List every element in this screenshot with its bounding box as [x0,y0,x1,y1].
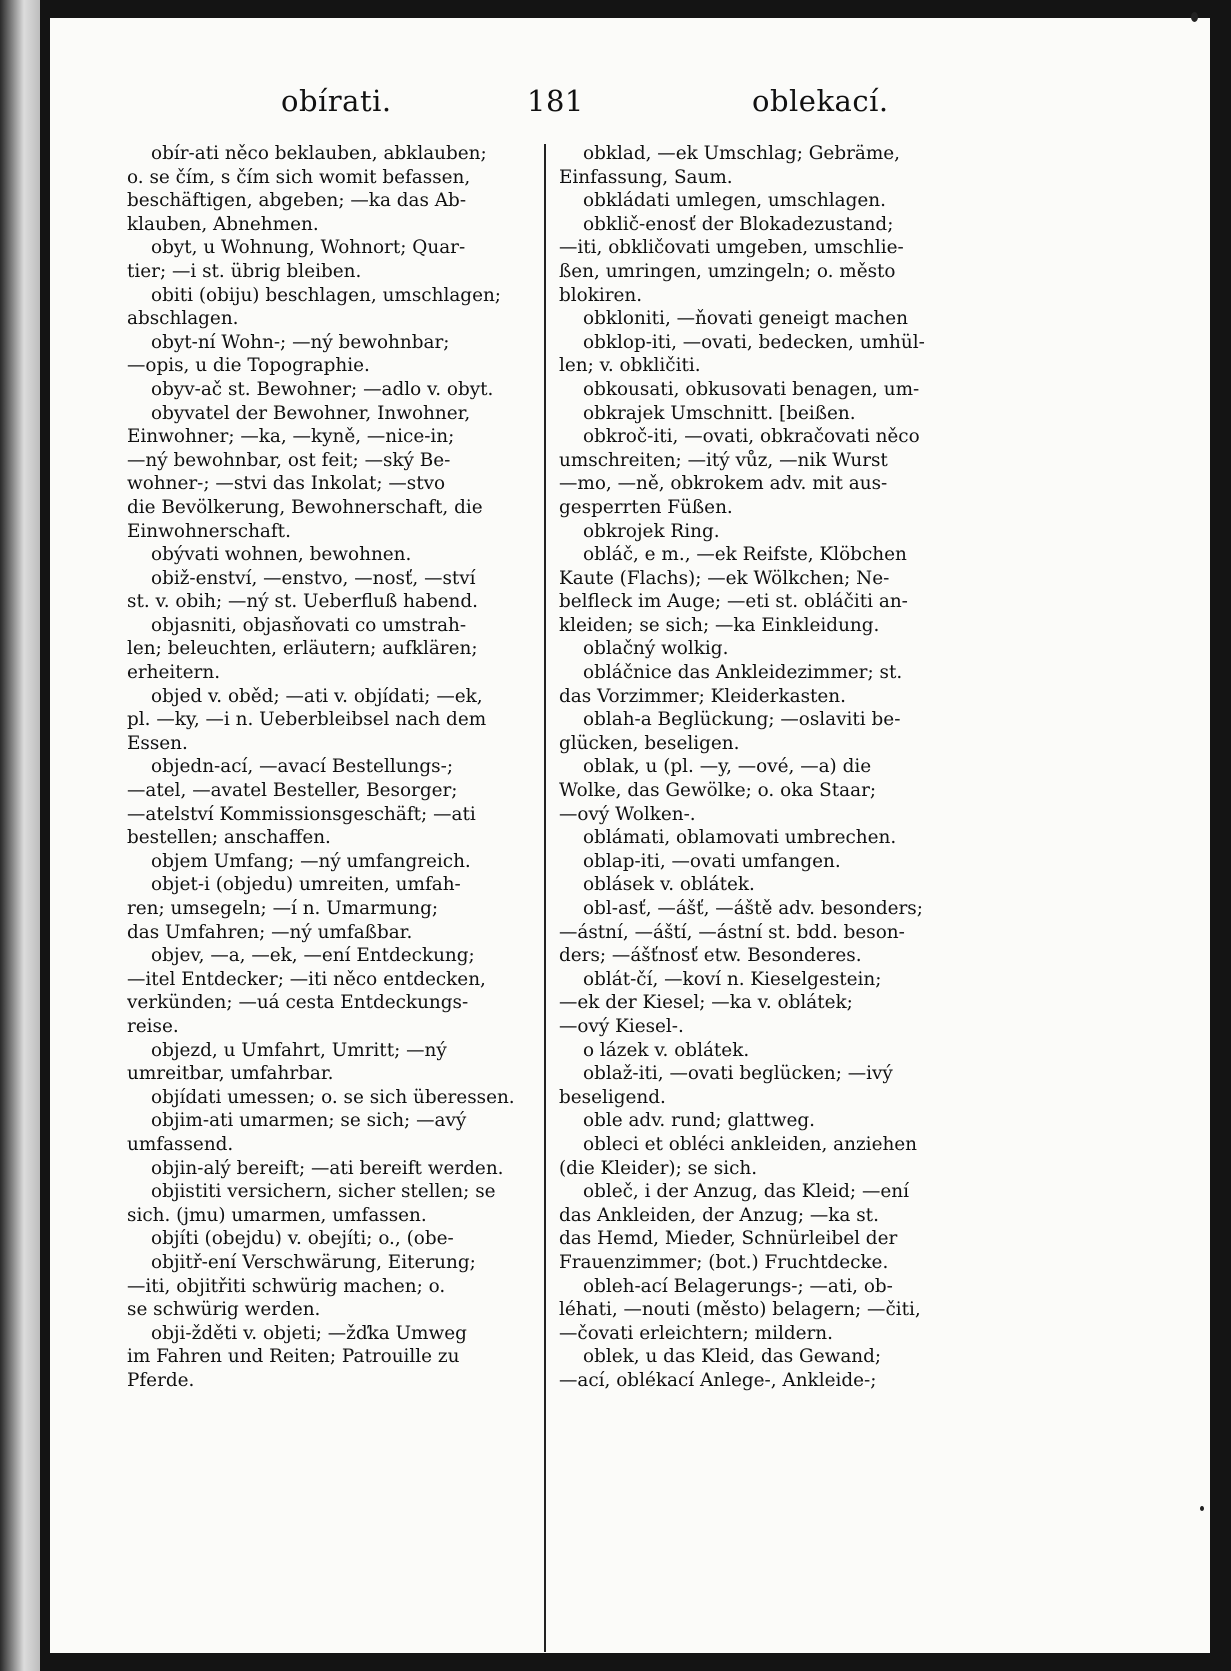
dictionary-line: objídati umessen; o. se sich überessen. [151,1086,515,1108]
dictionary-line: ßen, umringen, umzingeln; o. město [559,260,896,282]
dictionary-line: bestellen; anschaffen. [127,827,331,849]
dictionary-line: obklič-enosť der Blokadezustand; [583,213,894,235]
dictionary-line: obyt-ní Wohn-; —ný bewohnbar; [151,331,450,353]
dictionary-line: obkládati umlegen, umschlagen. [583,190,886,212]
dictionary-line: das Vorzimmer; Kleiderkasten. [559,685,846,707]
dictionary-line: —itel Entdecker; —iti něco entdecken, [127,968,486,990]
dictionary-line: objitř-ení Verschwärung, Eiterung; [151,1251,476,1273]
dictionary-line: klauben, Abnehmen. [127,213,319,235]
dictionary-line: —atel, —avatel Besteller, Besorger; [127,780,458,802]
dictionary-line: objin-alý bereift; —ati bereift werden. [151,1157,504,1179]
dictionary-line: obkrajek Umschnitt. [beißen. [583,402,856,424]
dictionary-line: umreitbar, umfahrbar. [127,1063,334,1085]
dictionary-line: Pferde. [127,1369,195,1391]
dictionary-line: objíti (obejdu) v. obejíti; o., (obe- [151,1228,454,1250]
dictionary-line: obkrojek Ring. [583,520,720,542]
dictionary-line: —ový Kiesel-. [559,1015,684,1037]
dictionary-line: tier; —i st. übrig bleiben. [127,260,362,282]
running-header [50,84,1210,128]
dictionary-line: obleh-ací Belagerungs-; —ati, ob- [583,1275,893,1297]
dictionary-line: beschäftigen, abgeben; —ka das Ab- [127,190,467,212]
dictionary-line: —ek der Kiesel; —ka v. oblátek; [559,992,853,1014]
dictionary-line: Kaute (Flachs); —ek Wölkchen; Ne- [559,567,890,589]
dictionary-line: se schwürig werden. [127,1299,321,1321]
dictionary-line: —opis, u die Topographie. [127,355,370,377]
dictionary-line: Einwohner; —ka, —kyně, —nice-in; [127,426,455,448]
dictionary-line: das Hemd, Mieder, Schnürleibel der [559,1228,898,1250]
dictionary-line: oblámati, oblamovati umbrechen. [583,827,897,849]
dictionary-line: die Bevölkerung, Bewohnerschaft, die [127,496,483,518]
dictionary-line: objed v. oběd; —ati v. objídati; —ek, [151,685,483,707]
dictionary-line: len; beleuchten, erläutern; aufklären; [127,638,478,660]
dictionary-line: obír-ati něco beklauben, abklauben; [151,143,487,164]
dictionary-line: oblek, u das Kleid, das Gewand; [583,1346,882,1368]
dictionary-line: Einwohnerschaft. [127,520,291,542]
dictionary-line: —čovati erleichtern; mildern. [559,1322,833,1344]
dictionary-line: ders; —ášťnosť etw. Besonderes. [559,945,862,967]
page-number: 181 [527,84,584,118]
dictionary-line: —iti, objitřiti schwürig machen; o. [127,1275,446,1297]
dictionary-line: oble adv. rund; glattweg. [583,1110,816,1132]
dictionary-line: obklad, —ek Umschlag; Gebräme, [583,143,901,164]
column-divider [544,144,546,1652]
dictionary-line: pl. —ky, —i n. Ueberbleibsel nach dem [127,709,487,731]
dictionary-line: obkousati, obkusovati benagen, um- [583,378,920,400]
dictionary-line: Einfassung, Saum. [559,166,733,188]
header-first-word: obírati. [281,84,392,118]
dictionary-line: objem Umfang; —ný umfangreich. [151,850,471,872]
dictionary-line: abschlagen. [127,308,239,330]
dictionary-line: erheitern. [127,662,221,684]
dictionary-line: obl-asť, —ášť, —áště adv. besonders; [583,898,923,919]
dictionary-line: belfleck im Auge; —eti st. obláčiti an- [559,591,908,613]
dictionary-line: kleiden; se sich; —ka Einkleidung. [559,614,880,636]
dictionary-line: obláčnice das Ankleidezimmer; st. [583,662,903,684]
dictionary-line: reise. [127,1015,179,1037]
dictionary-line: oblát-čí, —koví n. Kieselgestein; [583,968,882,990]
dictionary-line: obyv-ač st. Bewohner; —adlo v. obyt. [151,378,494,400]
dictionary-line: obkroč-iti, —ovati, obkračovati něco [583,426,920,448]
dictionary-line: len; v. obkličiti. [559,355,701,377]
dictionary-line: objet-i (objedu) umreiten, umfah- [151,874,461,896]
dictionary-line: Frauenzimmer; (bot.) Fruchtdecke. [559,1251,889,1273]
dictionary-line: obiti (obiju) beschlagen, umschlagen; [151,284,501,306]
dictionary-line: obleci et obléci ankleiden, anziehen [583,1133,918,1155]
dictionary-line: umschreiten; —itý vůz, —nik Wurst [559,449,888,471]
dictionary-line: im Fahren und Reiten; Patrouille zu [127,1346,460,1368]
dictionary-line: obji-žděti v. objeti; —žďka Umweg [151,1322,467,1344]
dictionary-line: Essen. [127,732,188,754]
ink-speck [1200,1506,1204,1511]
dictionary-line: —iti, obkličovati umgeben, umschlie- [559,237,904,259]
dictionary-line: wohner-; —stvi das Inkolat; —stvo [127,473,446,495]
dictionary-line: obyvatel der Bewohner, Inwohner, [151,402,471,424]
dictionary-line: blokiren. [559,284,643,306]
right-column [559,142,1005,1392]
dictionary-line: umfassend. [127,1133,234,1155]
dictionary-line: —ný bewohnbar, ost feit; —ský Be- [127,449,451,471]
dictionary-line: o lázek v. oblátek. [583,1039,750,1061]
dictionary-line: obklop-iti, —ovati, bedecken, umhül- [583,331,925,353]
dictionary-line: verkünden; —uá cesta Entdeckungs- [127,992,469,1014]
dictionary-line: obývati wohnen, bewohnen. [151,544,412,566]
dictionary-line: obláč, e m., —ek Reifste, Klöbchen [583,544,907,566]
dictionary-line: (die Kleider); se sich. [559,1157,758,1179]
dictionary-line: —mo, —ně, obkrokem adv. mit aus- [559,473,888,495]
dictionary-line: —ástní, —áští, —ástní st. bdd. beson- [559,921,905,943]
dictionary-line: oblak, u (pl. —y, —ové, —a) die [583,756,872,778]
dictionary-line: beseligend. [559,1086,666,1108]
dictionary-line: oblap-iti, —ovati umfangen. [583,850,841,872]
dictionary-line: das Umfahren; —ný umfaßbar. [127,921,413,943]
dictionary-line: oblah-a Beglückung; —oslaviti be- [583,709,901,731]
dictionary-line: ren; umsegeln; —í n. Umarmung; [127,898,439,919]
dictionary-line: gesperrten Füßen. [559,496,733,518]
dictionary-line: oblačný wolkig. [583,638,729,660]
dictionary-line: oblásek v. oblátek. [583,874,755,896]
dictionary-line: objev, —a, —ek, —ení Entdeckung; [151,945,475,967]
dictionary-line: objasniti, objasňovati co umstrah- [151,614,467,636]
dictionary-line: objedn-ací, —avací Bestellungs-; [151,756,454,778]
header-last-word: oblekací. [752,84,889,118]
dictionary-line: sich. (jmu) umarmen, umfassen. [127,1204,427,1226]
book-spine-edge [0,0,40,1671]
dictionary-line: oblaž-iti, —ovati beglücken; —ivý [583,1063,893,1085]
dictionary-line: objezd, u Umfahrt, Umritt; —ný [151,1039,447,1061]
ink-speck [1191,12,1198,22]
left-column [127,142,573,1392]
dictionary-line: obiž-enství, —enstvo, —nosť, —ství [151,567,476,589]
dictionary-line: —ový Wolken-. [559,803,696,825]
dictionary-line: o. se čím, s čím sich womit befassen, [127,166,471,188]
dictionary-line: st. v. obih; —ný st. Ueberfluß habend. [127,591,479,613]
dictionary-line: das Ankleiden, der Anzug; —ka st. [559,1204,879,1226]
dictionary-line: —atelství Kommissionsgeschäft; —ati [127,803,476,825]
dictionary-line: objistiti versichern, sicher stellen; se [151,1181,496,1203]
dictionary-line: Wolke, das Gewölke; o. oka Staar; [559,780,877,802]
dictionary-line: obyt, u Wohnung, Wohnort; Quar- [151,237,466,259]
dictionary-line: objim-ati umarmen; se sich; —avý [151,1110,467,1132]
dictionary-page [50,18,1210,1653]
dictionary-line: obkloniti, —ňovati geneigt machen [583,308,908,330]
dictionary-line: léhati, —nouti (město) belagern; —čiti, [559,1299,921,1321]
dictionary-line: obleč, i der Anzug, das Kleid; —ení [583,1181,909,1203]
dictionary-line: glücken, beseligen. [559,732,740,754]
dictionary-line: —ací, oblékací Anlege-, Ankleide-; [559,1369,877,1391]
